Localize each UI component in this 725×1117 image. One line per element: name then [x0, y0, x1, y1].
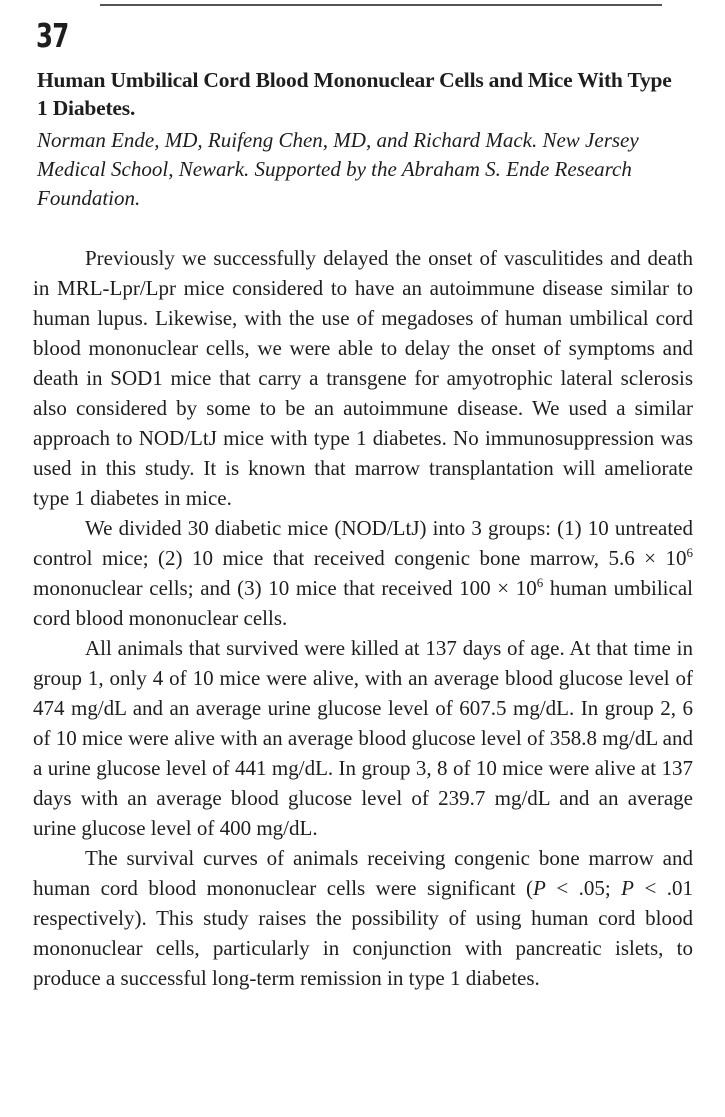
conclusion-text-2: < .05; [545, 876, 622, 900]
abstract-number: 37 [36, 16, 69, 55]
methods-text-3: human umbilical cord blood mononuclear cells. [33, 576, 693, 630]
conclusion-text-3: < .01 respectively). This study raises the possibility of using human cord blood mononuclear cells, particularly in conjunction with pancreatic islets, to produce a successful long-term remission in type 1 diabetes. [33, 876, 693, 990]
paragraph-conclusion [33, 843, 693, 993]
p-value-symbol-1: P [533, 876, 546, 900]
conclusion-text-1: The survival curves of animals receiving congenic bone marrow and human cord blood mononuclear cells were significant ( [33, 846, 693, 900]
abstract-body [33, 243, 693, 993]
top-rule [100, 4, 662, 6]
methods-exponent-1: 6 [686, 545, 693, 560]
methods-text-2: mononuclear cells; and (3) 10 mice that received 100 × 10 [33, 576, 537, 600]
author-affiliation: Norman Ende, MD, Ruifeng Chen, MD, and Richard Mack. New Jersey Medical School, Newark. Supported by the Abraham S. Ende Research Foundation. [37, 128, 639, 210]
abstract-title: Human Umbilical Cord Blood Mononuclear Cells and Mice With Type 1 Diabetes. [37, 68, 672, 120]
p-value-symbol-2: P [621, 876, 634, 900]
paragraph-results: All animals that survived were killed at 137 days of age. At that time in group 1, only 4 of 10 mice were alive, with an average blood glucose level of 474 mg/dL and an average urine glucose level of 607.5 mg/dL. In group 2, 6 of 10 mice were alive with an average blood glucose level of 358.8 mg/dL and a urine glucose level of 441 mg/dL. In group 3, 8 of 10 mice were alive at 137 days with an average blood glucose level of 239.7 mg/dL and an average urine glucose level of 400 mg/dL. [33, 636, 693, 840]
paragraph-background: Previously we successfully delayed the onset of vasculitides and death in MRL-Lpr/Lpr mice considered to have an autoimmune disease similar to human lupus. Likewise, with the use of megadoses of human umbilical cord blood mononuclear cells, we were able to delay the onset of symptoms and death in SOD1 mice that carry a transgene for amyotrophic lateral sclerosis also considered by some to be an autoimmune disease. We used a similar approach to NOD/LtJ mice with type 1 diabetes. No immunosuppression was used in this study. It is known that marrow transplantation will ameliorate type 1 diabetes in mice. [33, 246, 693, 510]
methods-text-1: We divided 30 diabetic mice (NOD/LtJ) into 3 groups: (1) 10 untreated control mice; (2) 10 mice that received congenic bone marrow, 5.6 × 10 [33, 516, 693, 570]
paragraph-methods [33, 513, 693, 633]
methods-exponent-2: 6 [536, 575, 544, 590]
